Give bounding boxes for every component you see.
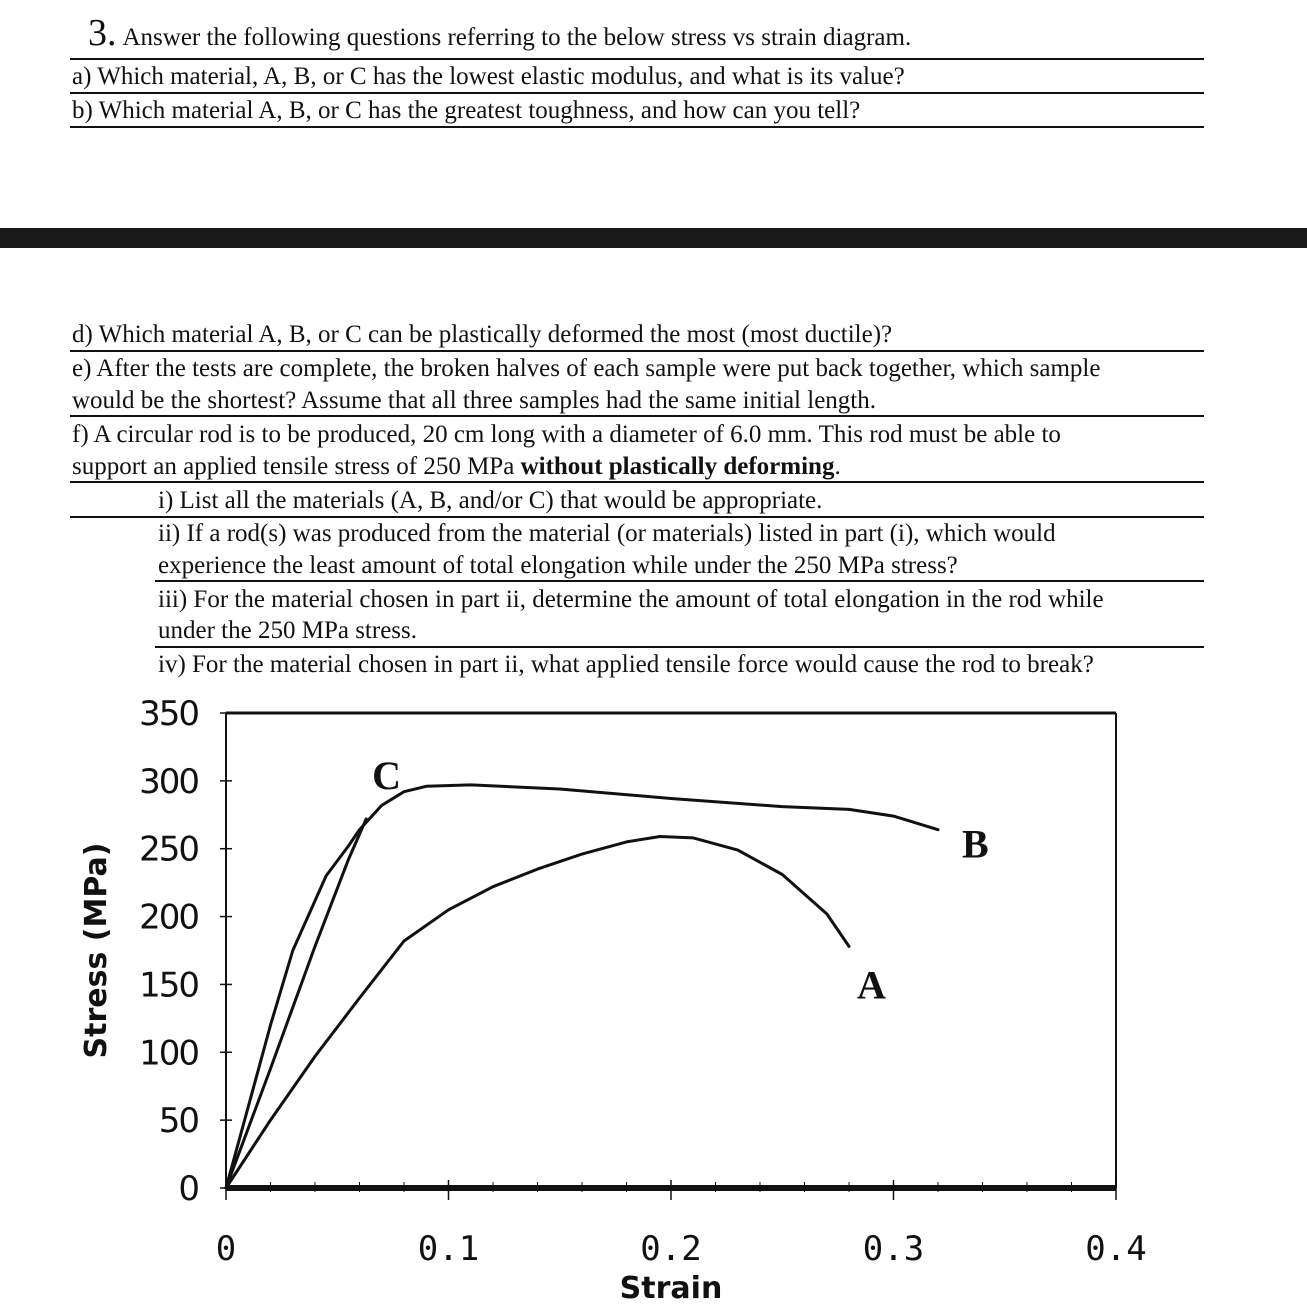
answer-line [155,646,1204,648]
answer-line [155,580,1204,582]
question-f-i: i) List all the materials (A, B, and/or C) that would be appropriate. [158,487,823,514]
page-break-band [0,228,1307,248]
question-f-ii-line1: ii) If a rod(s) was produced from the material (or materials) listed in part (i), which would [158,520,1056,547]
answer-line [70,415,1204,417]
question-3-intro [88,12,912,54]
x-tick-label: 0.3 [862,1229,925,1269]
question-f-ii-line2: experience the least amount of total elongation while under the 250 MPa stress? [158,552,958,579]
question-f-emphasis: without plastically deforming [520,453,835,480]
x-tick-label: 0.1 [417,1229,480,1269]
series-a-label: A [857,962,886,1008]
series-b-curve [226,785,938,1188]
x-axis-label: Strain [619,1271,723,1306]
question-f-line1: f) A circular rod is to be produced, 20 cm long with a diameter of 6.0 mm. This rod must be able to [72,421,1061,448]
y-tick-label: 350 [139,694,198,734]
question-intro-text: Answer the following questions referring to the below stress vs strain diagram. [122,24,912,51]
question-e-line1: e) After the tests are complete, the broken halves of each sample were put back together, which sample [72,355,1101,382]
series-c-label: C [372,752,402,798]
y-tick-label: 250 [139,829,198,870]
answer-line [70,92,1204,94]
answer-line [70,350,1204,352]
question-f-text: support an applied tensile stress of 250 MPa [72,453,521,480]
y-tick-label: 150 [139,965,198,1006]
question-f-iii-line1: iii) For the material chosen in part ii, determine the amount of total elongation in the rod while [158,586,1104,613]
x-tick-label: 0.4 [1085,1229,1147,1269]
question-b: b) Which material A, B, or C has the greatest toughness, and how can you tell? [72,97,861,124]
x-tick-label: 0.2 [640,1229,702,1269]
answer-line [70,516,1204,518]
x-tick-label: 0 [215,1229,237,1269]
series-c-curve [226,819,366,1188]
question-f-line2 [72,452,841,482]
y-tick-label: 50 [158,1101,198,1142]
question-number: 3. [88,12,117,54]
y-tick-label: 300 [139,761,198,802]
question-d: d) Which material A, B, or C can be plastically deformed the most (most ductile)? [72,321,893,348]
y-axis-label: Stress (MPa) [79,842,114,1059]
answer-line [70,481,1204,483]
y-tick-label: 100 [139,1033,198,1074]
question-f-iv: iv) For the material chosen in part ii, what applied tensile force would cause the rod to break? [158,651,1094,678]
question-e-line2: would be the shortest? Assume that all three samples had the same initial length. [72,387,876,414]
y-tick-label: 0 [178,1169,198,1209]
y-tick-label: 200 [139,897,198,938]
question-f-period: . [834,453,841,480]
series-b-label: B [962,821,989,867]
question-a: a) Which material, A, B, or C has the lowest elastic modulus, and what is its value? [72,63,905,90]
question-f-iii-line2: under the 250 MPa stress. [158,617,417,644]
answer-line [70,126,1204,128]
stress-strain-chart [60,680,1180,1307]
answer-line [70,58,1204,60]
